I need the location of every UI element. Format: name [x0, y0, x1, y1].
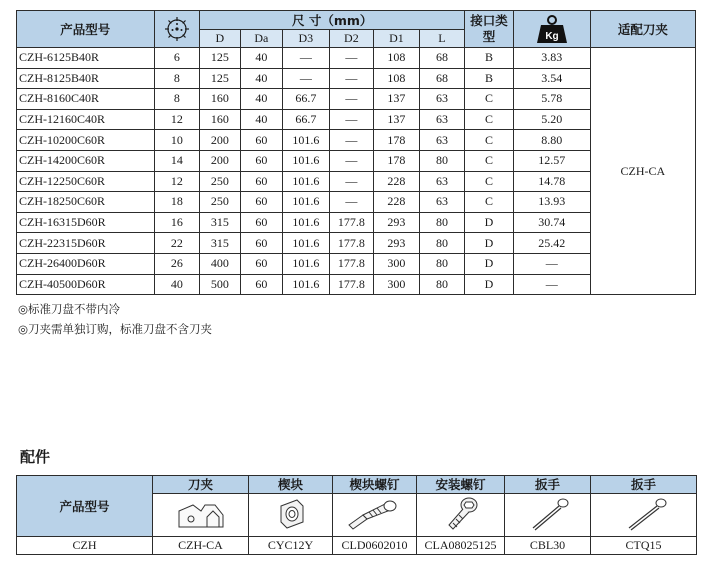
cell-model: CZH-6125B40R	[17, 48, 155, 69]
wedge-screw-icon	[343, 497, 407, 531]
cell-teeth: 12	[154, 109, 200, 130]
cell-l: 63	[419, 130, 465, 151]
cell-model: CZH-14200C60R	[17, 150, 155, 171]
cell-type: C	[465, 150, 514, 171]
cell-model: CZH-40500D60R	[17, 274, 155, 295]
cell-l: 80	[419, 150, 465, 171]
cell-teeth: 18	[154, 192, 200, 213]
cell-weight: 3.54	[513, 68, 590, 89]
spec-table-body	[17, 48, 696, 295]
cell-d2: 177.8	[329, 274, 374, 295]
cell-teeth: 14	[154, 150, 200, 171]
cell-d: 160	[200, 109, 240, 130]
cell-d: 315	[200, 233, 240, 254]
cell-d2: 177.8	[329, 212, 374, 233]
wrench-icon	[617, 496, 671, 532]
cell-da: 60	[240, 171, 282, 192]
header-weight	[513, 11, 590, 48]
table-row	[17, 48, 696, 69]
cell-teeth: 10	[154, 130, 200, 151]
cell-d1: 137	[374, 109, 420, 130]
cell-d1: 293	[374, 233, 420, 254]
cell-l: 63	[419, 171, 465, 192]
cell-d3: 101.6	[283, 150, 330, 171]
accessories-title: 配件	[20, 448, 51, 466]
cell-d3: 101.6	[283, 130, 330, 151]
acc-value-mount-screw: CLA08025125	[417, 537, 505, 555]
accessories-table	[16, 475, 697, 555]
cell-weight: 5.20	[513, 109, 590, 130]
header-model: 产品型号	[17, 11, 155, 48]
cell-da: 60	[240, 233, 282, 254]
cell-d1: 108	[374, 68, 420, 89]
cell-da: 40	[240, 68, 282, 89]
cell-d3: —	[283, 68, 330, 89]
cell-model: CZH-26400D60R	[17, 253, 155, 274]
cell-d: 315	[200, 212, 240, 233]
cell-type: B	[465, 68, 514, 89]
cell-weight: 25.42	[513, 233, 590, 254]
cell-da: 60	[240, 212, 282, 233]
cell-teeth: 12	[154, 171, 200, 192]
acc-header-mount-screw: 安装螺钉	[417, 476, 505, 494]
cell-teeth: 40	[154, 274, 200, 295]
cell-da: 40	[240, 48, 282, 69]
cell-l: 80	[419, 253, 465, 274]
acc-header-wedge: 楔块	[249, 476, 333, 494]
cell-d1: 108	[374, 48, 420, 69]
cell-d1: 300	[374, 253, 420, 274]
cell-type: C	[465, 130, 514, 151]
subheader-D1: D1	[374, 30, 420, 48]
cell-d3: 66.7	[283, 89, 330, 110]
cell-weight: 30.74	[513, 212, 590, 233]
cell-type: C	[465, 192, 514, 213]
cell-d: 125	[200, 68, 240, 89]
cell-d3: 101.6	[283, 253, 330, 274]
cell-d2: —	[329, 171, 374, 192]
cell-d1: 137	[374, 89, 420, 110]
acc-pic-wrench-1	[505, 494, 591, 537]
cell-model: CZH-8125B40R	[17, 68, 155, 89]
cell-type: D	[465, 233, 514, 254]
cell-d3: —	[283, 48, 330, 69]
cell-holder: CZH-CA	[590, 48, 695, 295]
cell-teeth: 26	[154, 253, 200, 274]
cell-l: 63	[419, 109, 465, 130]
cell-d: 500	[200, 274, 240, 295]
cell-d1: 228	[374, 171, 420, 192]
header-holder: 适配刀夹	[590, 11, 695, 48]
cell-da: 60	[240, 253, 282, 274]
acc-pic-wedge-screw	[333, 494, 417, 537]
acc-pic-wrench-2	[591, 494, 697, 537]
cell-model: CZH-12160C40R	[17, 109, 155, 130]
cell-da: 60	[240, 130, 282, 151]
cell-type: C	[465, 89, 514, 110]
cell-da: 60	[240, 274, 282, 295]
cell-weight: —	[513, 253, 590, 274]
wrench-icon	[523, 496, 573, 532]
cell-d1: 228	[374, 192, 420, 213]
cell-da: 40	[240, 89, 282, 110]
teeth-count-icon	[163, 15, 191, 43]
cell-d: 200	[200, 150, 240, 171]
cell-d: 250	[200, 171, 240, 192]
cell-da: 60	[240, 192, 282, 213]
cell-d2: —	[329, 130, 374, 151]
acc-pic-holder	[153, 494, 249, 537]
cell-d2: —	[329, 68, 374, 89]
cell-model: CZH-22315D60R	[17, 233, 155, 254]
cell-type: C	[465, 109, 514, 130]
cell-d3: 101.6	[283, 212, 330, 233]
cell-l: 68	[419, 68, 465, 89]
cell-d1: 178	[374, 150, 420, 171]
cell-l: 80	[419, 233, 465, 254]
cell-type: B	[465, 48, 514, 69]
subheader-Da: Da	[240, 30, 282, 48]
subheader-L: L	[419, 30, 465, 48]
cell-type: D	[465, 274, 514, 295]
cell-weight: 12.57	[513, 150, 590, 171]
cell-d: 200	[200, 130, 240, 151]
cell-weight: —	[513, 274, 590, 295]
cell-type: C	[465, 171, 514, 192]
mounting-screw-icon	[439, 495, 483, 533]
cell-d3: 101.6	[283, 171, 330, 192]
cell-d3: 101.6	[283, 274, 330, 295]
cell-model: CZH-16315D60R	[17, 212, 155, 233]
cell-d2: 177.8	[329, 253, 374, 274]
acc-pic-mount-screw	[417, 494, 505, 537]
note-holder-separate: ◎刀夹需单独订购，标准刀盘不含刀夹	[18, 322, 213, 336]
acc-header-model: 产品型号	[17, 476, 153, 537]
cell-d3: 101.6	[283, 192, 330, 213]
cell-d: 125	[200, 48, 240, 69]
acc-header-holder: 刀夹	[153, 476, 249, 494]
acc-value-wrench-2: CTQ15	[591, 537, 697, 555]
cell-d2: —	[329, 192, 374, 213]
acc-value-holder: CZH-CA	[153, 537, 249, 555]
cell-d: 400	[200, 253, 240, 274]
cell-weight: 13.93	[513, 192, 590, 213]
header-teeth	[154, 11, 200, 48]
acc-header-wedge-screw: 楔块螺钉	[333, 476, 417, 494]
cutter-holder-icon	[171, 497, 231, 531]
cell-weight: 8.80	[513, 130, 590, 151]
cell-l: 80	[419, 212, 465, 233]
header-dimensions: 尺 寸（mm）	[200, 11, 465, 30]
cell-weight: 14.78	[513, 171, 590, 192]
cell-teeth: 22	[154, 233, 200, 254]
cell-d3: 66.7	[283, 109, 330, 130]
cell-model: CZH-8160C40R	[17, 89, 155, 110]
cell-l: 68	[419, 48, 465, 69]
acc-value-wrench-1: CBL30	[505, 537, 591, 555]
cell-teeth: 6	[154, 48, 200, 69]
cell-da: 40	[240, 109, 282, 130]
cell-model: CZH-12250C60R	[17, 171, 155, 192]
cell-l: 63	[419, 89, 465, 110]
subheader-D3: D3	[283, 30, 330, 48]
cell-weight: 3.83	[513, 48, 590, 69]
cell-l: 63	[419, 192, 465, 213]
cell-l: 80	[419, 274, 465, 295]
cell-d2: —	[329, 89, 374, 110]
spec-table	[16, 10, 696, 295]
note-no-coolant: ◎标准刀盘不带内冷	[18, 302, 121, 316]
cell-d: 250	[200, 192, 240, 213]
wedge-block-icon	[271, 496, 311, 532]
cell-d1: 293	[374, 212, 420, 233]
acc-value-model: CZH	[17, 537, 153, 555]
acc-pic-wedge	[249, 494, 333, 537]
cell-teeth: 8	[154, 68, 200, 89]
subheader-D2: D2	[329, 30, 374, 48]
cell-d2: —	[329, 48, 374, 69]
acc-header-wrench-1: 扳手	[505, 476, 591, 494]
cell-d1: 300	[374, 274, 420, 295]
cell-teeth: 16	[154, 212, 200, 233]
weight-icon-label: Kg	[545, 31, 559, 42]
weight-icon	[534, 14, 570, 44]
cell-model: CZH-18250C60R	[17, 192, 155, 213]
cell-type: D	[465, 212, 514, 233]
cell-d2: —	[329, 109, 374, 130]
acc-header-wrench-2: 扳手	[591, 476, 697, 494]
acc-value-wedge: CYC12Y	[249, 537, 333, 555]
cell-d1: 178	[374, 130, 420, 151]
cell-type: D	[465, 253, 514, 274]
cell-teeth: 8	[154, 89, 200, 110]
cell-d3: 101.6	[283, 233, 330, 254]
cell-d2: 177.8	[329, 233, 374, 254]
cell-d2: —	[329, 150, 374, 171]
cell-da: 60	[240, 150, 282, 171]
cell-weight: 5.78	[513, 89, 590, 110]
header-interface-type: 接口类型	[465, 11, 514, 48]
acc-value-wedge-screw: CLD0602010	[333, 537, 417, 555]
cell-d: 160	[200, 89, 240, 110]
subheader-D: D	[200, 30, 240, 48]
cell-model: CZH-10200C60R	[17, 130, 155, 151]
